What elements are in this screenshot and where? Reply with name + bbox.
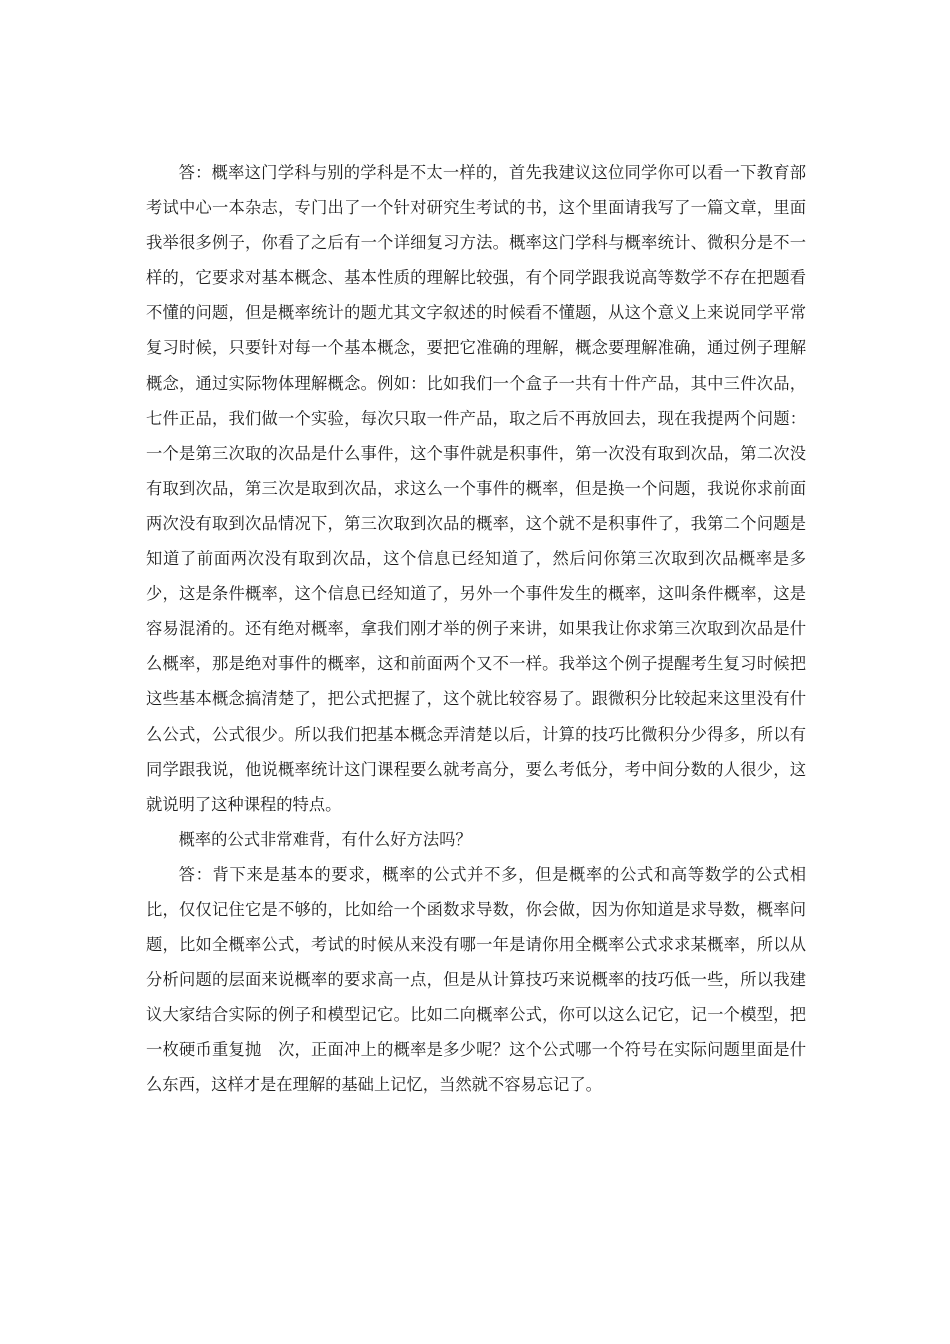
answer-paragraph-1: 答：概率这门学科与别的学科是不太一样的，首先我建议这位同学你可以看一下教育部考试中心一本杂志，专门出了一个针对研究生考试的书，这个里面请我写了一篇文章，里面我举很多例子，你看了之后有一个详细复习方法。概率这门学科与概率统计、微积分是不一样的，它要求对基本概念、基本性质的理解比较强，有个同学跟我说高等数学不存在把题看不懂的问题，但是概率统计的题尤其文字叙述的时候看不懂题，从这个意义上来说同学平常复习时候，只要针对每一个基本概念，要把它准确的理解，概念要理解准确，通过例子理解概念，通过实际物体理解概念。例如：比如我们一个盒子一共有十件产品，其中三件次品，七件正品，我们做一个实验，每次只取一件产品，取之后不再放回去，现在我提两个问题：一个是第三次取的次品是什么事件，这个事件就是积事件，第一次没有取到次品，第二次没有取到次品，第三次是取到次品，求这么一个事件的概率，但是换一个问题，我说你求前面两次没有取到次品情况下，第三次取到次品的概率，这个就不是积事件了，我第二个问题是知道了前面两次没有取到次品，这个信息已经知道了，然后问你第三次取到次品概率是多少，这是条件概率，这个信息已经知道了，另外一个事件发生的概率，这叫条件概率，这是容易混淆的。还有绝对概率，拿我们刚才举的例子来讲，如果我让你求第三次取到次品是什么概率，那是绝对事件的概率，这和前面两个又不一样。我举这个例子提醒考生复习时候把这些基本概念搞清楚了，把公式把握了，这个就比较容易了。跟微积分比较起来这里没有什么公式，公式很少。所以我们把基本概念弄清楚以后，计算的技巧比微积分少得多，所以有同学跟我说，他说概率统计这门课程要么就考高分，要么考低分，考中间分数的人很少，这就说明了这种课程的特点。 [146, 163, 806, 814]
question-paragraph: 概率的公式非常难背，有什么好方法吗？ [178, 829, 472, 849]
document-body [146, 155, 806, 1103]
answer-paragraph-2: 答：背下来是基本的要求，概率的公式并不多，但是概率的公式和高等数学的公式相比，仅仅记住它是不够的，比如给一个函数求导数，你会做，因为你知道是求导数，概率问题，比如全概率公式，考试的时候从来没有哪一年是请你用全概率公式求求某概率，所以从分析问题的层面来说概率的要求高一点，但是从计算技巧来说概率的技巧低一些，所以我建议大家结合实际的例子和模型记它。比如二向概率公式，你可以这么记它，记一个模型，把一枚硬币重复抛 次，正面冲上的概率是多少呢？这个公式哪一个符号在实际问题里面是什么东西，这样才是在理解的基础上记忆，当然就不容易忘记了。 [146, 864, 806, 1095]
